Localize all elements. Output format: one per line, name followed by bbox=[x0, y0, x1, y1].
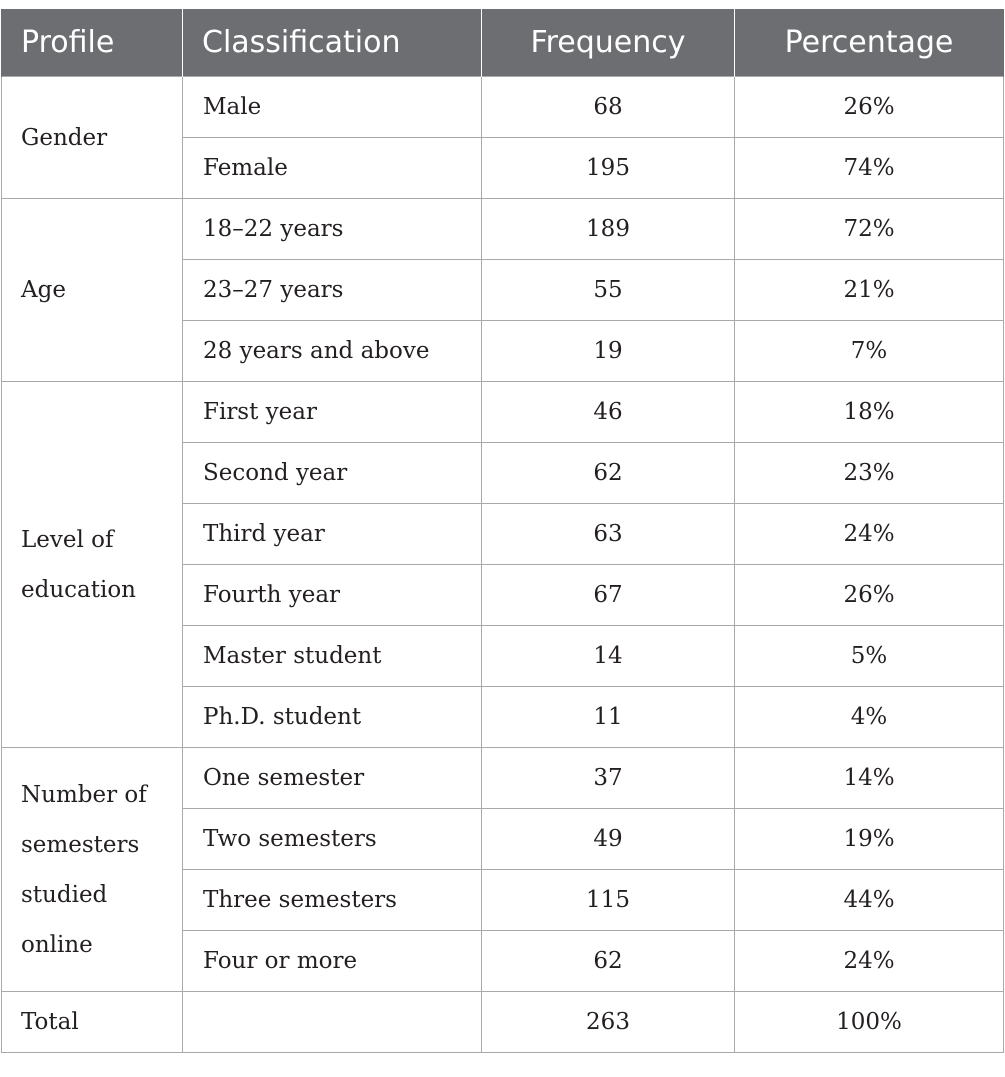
profile-table bbox=[1, 9, 1004, 1053]
frequency-cell: 49 bbox=[482, 809, 735, 870]
total-frequency-cell: 263 bbox=[482, 992, 735, 1053]
classification-cell: 23–27 years bbox=[183, 260, 482, 321]
percentage-cell: 21% bbox=[735, 260, 1004, 321]
table-body bbox=[2, 77, 1004, 1053]
percentage-cell: 24% bbox=[735, 504, 1004, 565]
percentage-cell: 44% bbox=[735, 870, 1004, 931]
profile-label-line: Level of bbox=[21, 526, 114, 553]
percentage-cell: 26% bbox=[735, 565, 1004, 626]
profile-cell bbox=[2, 382, 183, 748]
classification-cell: Ph.D. student bbox=[183, 687, 482, 748]
frequency-cell: 68 bbox=[482, 77, 735, 138]
frequency-cell: 67 bbox=[482, 565, 735, 626]
classification-cell: Third year bbox=[183, 504, 482, 565]
table-header bbox=[2, 9, 1004, 77]
classification-cell: One semester bbox=[183, 748, 482, 809]
profile-label-line: Number of bbox=[21, 781, 147, 808]
classification-cell: Fourth year bbox=[183, 565, 482, 626]
frequency-cell: 115 bbox=[482, 870, 735, 931]
percentage-cell: 18% bbox=[735, 382, 1004, 443]
header-profile: Profile bbox=[2, 9, 183, 77]
frequency-cell: 195 bbox=[482, 138, 735, 199]
classification-cell: Two semesters bbox=[183, 809, 482, 870]
total-row bbox=[2, 992, 1004, 1053]
classification-cell: Four or more bbox=[183, 931, 482, 992]
profile-label-line: education bbox=[21, 576, 136, 603]
header-percentage: Percentage bbox=[735, 9, 1004, 77]
classification-cell: Second year bbox=[183, 443, 482, 504]
classification-cell: 18–22 years bbox=[183, 199, 482, 260]
header-frequency: Frequency bbox=[482, 9, 735, 77]
header-classification: Classification bbox=[183, 9, 482, 77]
classification-cell: 28 years and above bbox=[183, 321, 482, 382]
total-classification-cell bbox=[183, 992, 482, 1053]
frequency-cell: 62 bbox=[482, 931, 735, 992]
classification-cell: Female bbox=[183, 138, 482, 199]
percentage-cell: 19% bbox=[735, 809, 1004, 870]
table-row bbox=[2, 748, 1004, 809]
profile-label-line: Gender bbox=[21, 124, 108, 151]
percentage-cell: 74% bbox=[735, 138, 1004, 199]
percentage-cell: 24% bbox=[735, 931, 1004, 992]
table-row bbox=[2, 382, 1004, 443]
percentage-cell: 72% bbox=[735, 199, 1004, 260]
profile-label-line: semesters bbox=[21, 831, 140, 858]
total-label-cell: Total bbox=[2, 992, 183, 1053]
profile-cell bbox=[2, 77, 183, 199]
frequency-cell: 63 bbox=[482, 504, 735, 565]
classification-cell: Male bbox=[183, 77, 482, 138]
percentage-cell: 23% bbox=[735, 443, 1004, 504]
frequency-cell: 46 bbox=[482, 382, 735, 443]
profile-cell bbox=[2, 199, 183, 382]
profile-label-line: studied bbox=[21, 881, 108, 908]
profile-label-line: Age bbox=[21, 277, 66, 303]
header-row bbox=[2, 9, 1004, 77]
percentage-cell: 7% bbox=[735, 321, 1004, 382]
percentage-cell: 5% bbox=[735, 626, 1004, 687]
frequency-cell: 14 bbox=[482, 626, 735, 687]
table-row bbox=[2, 77, 1004, 138]
total-percentage-cell: 100% bbox=[735, 992, 1004, 1053]
classification-cell: First year bbox=[183, 382, 482, 443]
percentage-cell: 26% bbox=[735, 77, 1004, 138]
frequency-cell: 189 bbox=[482, 199, 735, 260]
profile-label-line: online bbox=[21, 931, 93, 958]
frequency-cell: 11 bbox=[482, 687, 735, 748]
percentage-cell: 14% bbox=[735, 748, 1004, 809]
profile-cell bbox=[2, 748, 183, 992]
frequency-cell: 55 bbox=[482, 260, 735, 321]
classification-cell: Master student bbox=[183, 626, 482, 687]
frequency-cell: 37 bbox=[482, 748, 735, 809]
table-row bbox=[2, 199, 1004, 260]
frequency-cell: 19 bbox=[482, 321, 735, 382]
percentage-cell: 4% bbox=[735, 687, 1004, 748]
classification-cell: Three semesters bbox=[183, 870, 482, 931]
frequency-cell: 62 bbox=[482, 443, 735, 504]
